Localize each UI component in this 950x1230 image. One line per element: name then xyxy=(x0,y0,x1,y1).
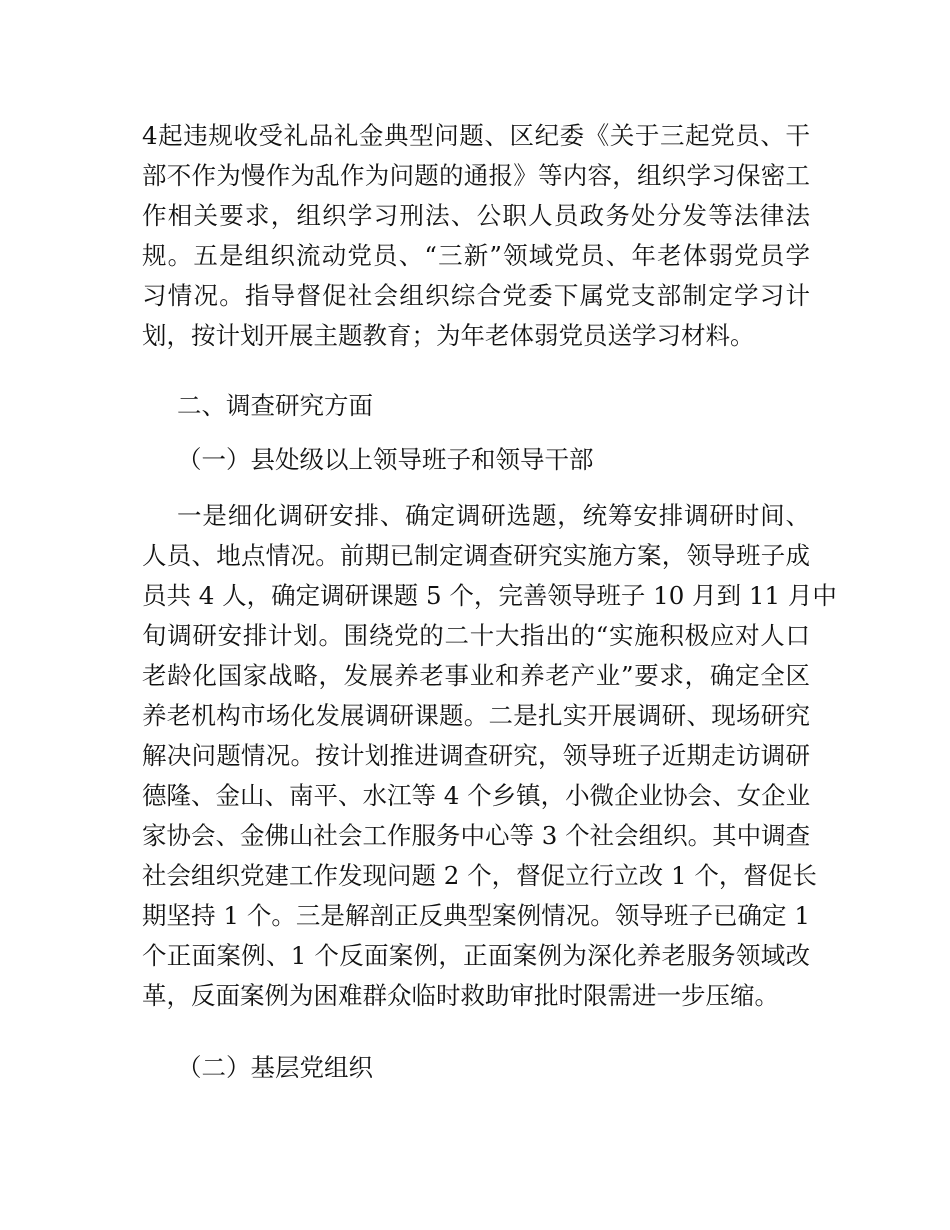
paragraph-line: 员共 4 人，确定调研课题 5 个，完善领导班子 10 月到 11 月中 xyxy=(142,581,837,610)
paragraph-line: 人员、地点情况。前期已制定调查研究实施方案，领导班子成 xyxy=(142,541,810,570)
paragraph-line: 老龄化国家战略，发展养老事业和养老产业”要求，确定全区 xyxy=(142,661,810,690)
subsection-heading: （一）县处级以上领导班子和领导干部 xyxy=(177,445,594,474)
paragraph-line: 4起违规收受礼品礼金典型问题、区纪委《关于三起党员、干 xyxy=(142,121,810,150)
subsection-heading: （二）基层党组织 xyxy=(177,1053,373,1082)
paragraph-line: 规。五是组织流动党员、“三新”领域党员、年老体弱党员学 xyxy=(142,241,810,270)
section-heading: 二、调查研究方面 xyxy=(177,391,373,420)
paragraph-line: 个正面案例、1 个反面案例，正面案例为深化养老服务领域改 xyxy=(142,941,810,970)
paragraph-line: 部不作为慢作为乱作为问题的通报》等内容，组织学习保密工 xyxy=(142,161,810,190)
paragraph-line: 解决问题情况。按计划推进调查研究，领导班子近期走访调研 xyxy=(142,741,810,770)
paragraph-line: 旬调研安排计划。围绕党的二十大指出的“实施积极应对人口 xyxy=(142,621,810,650)
paragraph-line: 社会组织党建工作发现问题 2 个，督促立行立改 1 个，督促长 xyxy=(142,861,817,890)
paragraph-line: 期坚持 1 个。三是解剖正反典型案例情况。领导班子已确定 1 xyxy=(142,901,810,930)
paragraph-line: 一是细化调研安排、确定调研选题，统筹安排调研时间、 xyxy=(177,501,810,530)
paragraph-line: 习情况。指导督促社会组织综合党委下属党支部制定学习计 xyxy=(142,281,810,310)
paragraph-line: 划，按计划开展主题教育；为年老体弱党员送学习材料。 xyxy=(142,321,755,350)
paragraph-line: 德隆、金山、南平、水江等 4 个乡镇，小微企业协会、女企业 xyxy=(142,781,811,810)
paragraph-line: 养老机构市场化发展调研课题。二是扎实开展调研、现场研究 xyxy=(142,701,810,730)
paragraph-line: 作相关要求，组织学习刑法、公职人员政务处分发等法律法 xyxy=(142,201,810,230)
paragraph-line: 革，反面案例为困难群众临时救助审批时限需进一步压缩。 xyxy=(142,981,779,1010)
paragraph-line: 家协会、金佛山社会工作服务中心等 3 个社会组织。其中调查 xyxy=(142,821,811,850)
